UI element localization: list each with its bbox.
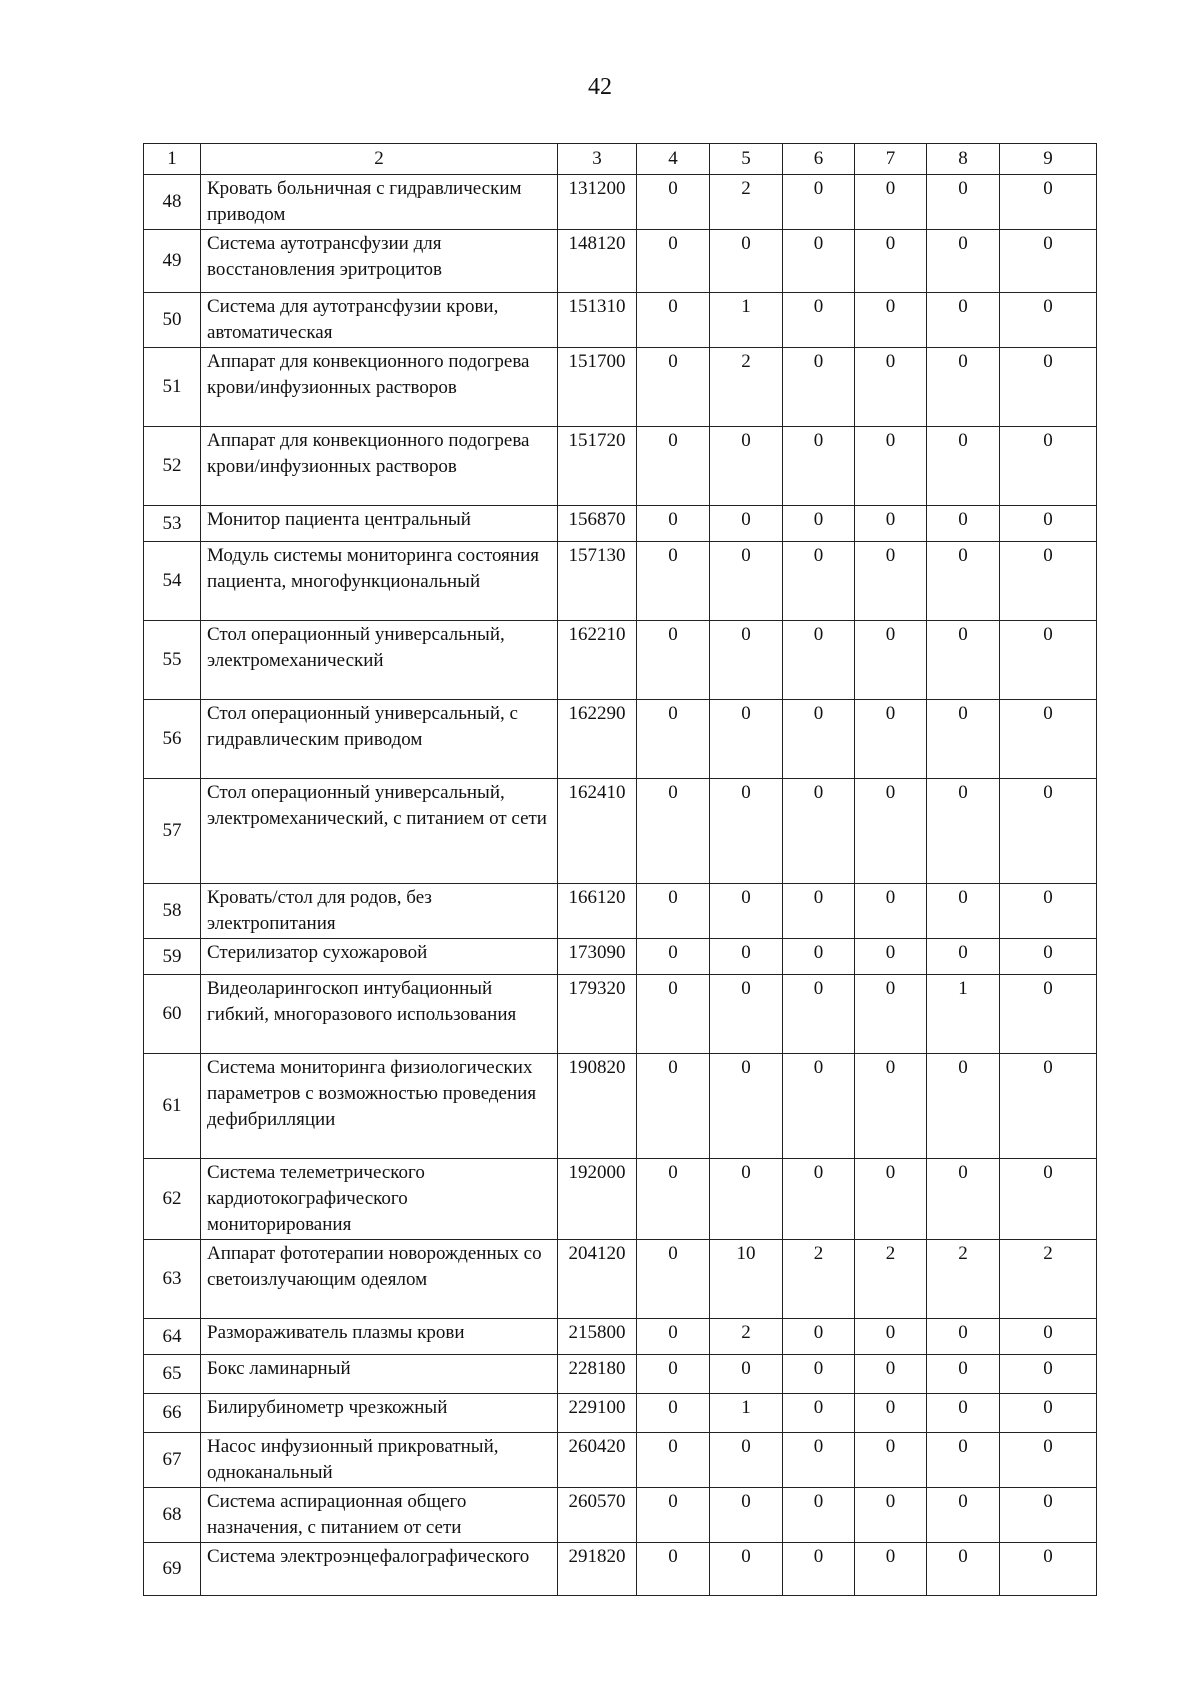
value-cell: 0 [855,779,927,884]
value-cell: 0 [855,506,927,542]
value-cell: 0 [1000,1488,1097,1543]
value-cell: 0 [637,1319,710,1355]
table-row [144,1394,1097,1433]
value-cell: 0 [1000,293,1097,348]
value-cell: 0 [927,1543,1000,1596]
row-number: 64 [144,1319,201,1355]
equipment-name: Система электроэнцефалографического [201,1543,558,1596]
value-cell: 0 [637,506,710,542]
value-cell: 0 [710,975,783,1054]
row-number: 62 [144,1159,201,1240]
equipment-code: 173090 [558,939,637,975]
value-cell: 0 [710,230,783,293]
row-number: 68 [144,1488,201,1543]
value-cell: 0 [710,884,783,939]
value-cell: 10 [710,1240,783,1319]
equipment-code: 228180 [558,1355,637,1394]
row-number: 50 [144,293,201,348]
equipment-name: Монитор пациента центральный [201,506,558,542]
equipment-name: Стерилизатор сухожаровой [201,939,558,975]
value-cell: 1 [927,975,1000,1054]
value-cell: 0 [783,1054,855,1159]
equipment-code: 229100 [558,1394,637,1433]
value-cell: 0 [1000,975,1097,1054]
value-cell: 0 [637,975,710,1054]
equipment-name: Видеоларингоскоп интубационный гибкий, многоразового использования [201,975,558,1054]
value-cell: 2 [710,1319,783,1355]
value-cell: 0 [783,293,855,348]
row-number: 51 [144,348,201,427]
equipment-code: 148120 [558,230,637,293]
value-cell: 0 [1000,175,1097,230]
table-row [144,230,1097,293]
value-cell: 0 [855,1543,927,1596]
value-cell: 0 [710,621,783,700]
row-number: 57 [144,779,201,884]
value-cell: 0 [927,1433,1000,1488]
value-cell: 0 [637,1488,710,1543]
value-cell: 0 [637,700,710,779]
value-cell: 0 [783,1159,855,1240]
equipment-code: 162290 [558,700,637,779]
value-cell: 0 [710,1543,783,1596]
value-cell: 0 [710,427,783,506]
page-number: 42 [588,74,612,100]
equipment-code: 291820 [558,1543,637,1596]
value-cell: 0 [637,1433,710,1488]
value-cell: 0 [637,939,710,975]
equipment-name: Размораживатель плазмы крови [201,1319,558,1355]
table-row [144,175,1097,230]
value-cell: 0 [710,542,783,621]
value-cell: 0 [637,1240,710,1319]
value-cell: 0 [710,1159,783,1240]
value-cell: 0 [1000,230,1097,293]
value-cell: 0 [855,1159,927,1240]
equipment-name: Модуль системы мониторинга состояния пациента, многофункциональный [201,542,558,621]
value-cell: 0 [783,348,855,427]
value-cell: 0 [783,884,855,939]
equipment-name: Система для аутотрансфузии крови, автоматическая [201,293,558,348]
value-cell: 0 [927,779,1000,884]
table-row [144,427,1097,506]
value-cell: 0 [710,1355,783,1394]
row-number: 56 [144,700,201,779]
value-cell: 0 [855,1394,927,1433]
value-cell: 0 [637,427,710,506]
equipment-code: 179320 [558,975,637,1054]
value-cell: 0 [637,1159,710,1240]
header-cell: 1 [144,144,201,175]
row-number: 49 [144,230,201,293]
value-cell: 0 [927,939,1000,975]
value-cell: 0 [1000,939,1097,975]
value-cell: 0 [637,1355,710,1394]
value-cell: 0 [855,1054,927,1159]
value-cell: 0 [1000,1159,1097,1240]
value-cell: 0 [637,542,710,621]
table-row [144,1054,1097,1159]
equipment-name: Билирубинометр чрезкожный [201,1394,558,1433]
equipment-name: Аппарат для конвекционного подогрева крови/инфузионных растворов [201,348,558,427]
value-cell: 0 [855,975,927,1054]
row-number: 66 [144,1394,201,1433]
value-cell: 1 [710,293,783,348]
table-row [144,1543,1097,1596]
value-cell: 0 [855,1488,927,1543]
header-cell: 5 [710,144,783,175]
equipment-code: 190820 [558,1054,637,1159]
value-cell: 0 [637,1543,710,1596]
value-cell: 0 [855,175,927,230]
row-number: 63 [144,1240,201,1319]
row-number: 54 [144,542,201,621]
table-row [144,975,1097,1054]
value-cell: 0 [783,230,855,293]
value-cell: 2 [710,348,783,427]
table-row [144,1355,1097,1394]
table-row [144,779,1097,884]
row-number: 48 [144,175,201,230]
row-number: 53 [144,506,201,542]
value-cell: 1 [710,1394,783,1433]
equipment-name: Система телеметрического кардиотокографического мониторирования [201,1159,558,1240]
value-cell: 0 [1000,1543,1097,1596]
value-cell: 0 [1000,1054,1097,1159]
value-cell: 0 [1000,427,1097,506]
value-cell: 0 [783,700,855,779]
value-cell: 0 [710,506,783,542]
value-cell: 0 [855,939,927,975]
value-cell: 0 [855,293,927,348]
value-cell: 0 [855,230,927,293]
equipment-name: Аппарат фототерапии новорожденных со светоизлучающим одеялом [201,1240,558,1319]
value-cell: 0 [927,348,1000,427]
row-number: 61 [144,1054,201,1159]
value-cell: 0 [927,293,1000,348]
equipment-name: Система аутотрансфузии для восстановления эритроцитов [201,230,558,293]
value-cell: 2 [710,175,783,230]
equipment-name: Система мониторинга физиологических параметров с возможностью проведения дефибрилляции [201,1054,558,1159]
value-cell: 0 [783,779,855,884]
value-cell: 0 [855,348,927,427]
table-row [144,1488,1097,1543]
value-cell: 0 [927,427,1000,506]
table-row [144,884,1097,939]
value-cell: 0 [637,621,710,700]
value-cell: 0 [783,506,855,542]
value-cell: 0 [1000,1394,1097,1433]
value-cell: 0 [855,542,927,621]
row-number: 55 [144,621,201,700]
equipment-code: 204120 [558,1240,637,1319]
table-row [144,1433,1097,1488]
value-cell: 0 [637,175,710,230]
value-cell: 0 [783,1433,855,1488]
table-row [144,939,1097,975]
table-row [144,293,1097,348]
value-cell: 0 [783,1543,855,1596]
table-row [144,621,1097,700]
row-number: 65 [144,1355,201,1394]
equipment-table [143,143,1097,1596]
value-cell: 0 [927,1355,1000,1394]
value-cell: 0 [637,348,710,427]
equipment-code: 215800 [558,1319,637,1355]
value-cell: 0 [710,1054,783,1159]
value-cell: 0 [1000,1355,1097,1394]
value-cell: 0 [710,779,783,884]
header-cell: 7 [855,144,927,175]
header-cell: 2 [201,144,558,175]
equipment-name: Насос инфузионный прикроватный, одноканальный [201,1433,558,1488]
value-cell: 0 [1000,779,1097,884]
value-cell: 0 [783,1355,855,1394]
row-number: 67 [144,1433,201,1488]
table-row [144,1319,1097,1355]
header-row [144,144,1097,175]
equipment-code: 260420 [558,1433,637,1488]
value-cell: 0 [637,884,710,939]
value-cell: 0 [1000,1319,1097,1355]
value-cell: 0 [783,939,855,975]
value-cell: 0 [855,621,927,700]
table-row [144,542,1097,621]
value-cell: 0 [855,1433,927,1488]
value-cell: 0 [855,1355,927,1394]
value-cell: 0 [637,1394,710,1433]
table-row [144,1159,1097,1240]
value-cell: 0 [1000,884,1097,939]
value-cell: 0 [855,427,927,506]
row-number: 60 [144,975,201,1054]
value-cell: 0 [783,175,855,230]
equipment-code: 151310 [558,293,637,348]
table-row [144,1240,1097,1319]
value-cell: 0 [783,542,855,621]
value-cell: 0 [637,293,710,348]
header-cell: 9 [1000,144,1097,175]
equipment-name: Стол операционный универсальный, электромеханический [201,621,558,700]
value-cell: 0 [927,542,1000,621]
value-cell: 0 [927,175,1000,230]
equipment-code: 162210 [558,621,637,700]
value-cell: 2 [927,1240,1000,1319]
equipment-name: Стол операционный универсальный, с гидравлическим приводом [201,700,558,779]
value-cell: 0 [783,427,855,506]
value-cell: 0 [710,700,783,779]
value-cell: 0 [927,506,1000,542]
table-row [144,700,1097,779]
table-row [144,506,1097,542]
equipment-name: Стол операционный универсальный, электромеханический, с питанием от сети [201,779,558,884]
equipment-code: 151720 [558,427,637,506]
equipment-code: 192000 [558,1159,637,1240]
table-row [144,348,1097,427]
value-cell: 0 [927,1488,1000,1543]
value-cell: 0 [1000,700,1097,779]
equipment-code: 151700 [558,348,637,427]
value-cell: 0 [637,1054,710,1159]
value-cell: 0 [927,1054,1000,1159]
value-cell: 0 [710,939,783,975]
equipment-code: 260570 [558,1488,637,1543]
equipment-code: 157130 [558,542,637,621]
value-cell: 0 [1000,348,1097,427]
value-cell: 2 [855,1240,927,1319]
value-cell: 0 [927,230,1000,293]
value-cell: 0 [637,230,710,293]
value-cell: 0 [855,1319,927,1355]
header-cell: 4 [637,144,710,175]
value-cell: 0 [783,1319,855,1355]
value-cell: 0 [927,700,1000,779]
value-cell: 2 [783,1240,855,1319]
value-cell: 2 [1000,1240,1097,1319]
value-cell: 0 [710,1488,783,1543]
value-cell: 0 [927,884,1000,939]
value-cell: 0 [710,1433,783,1488]
value-cell: 0 [783,621,855,700]
header-cell: 8 [927,144,1000,175]
row-number: 52 [144,427,201,506]
value-cell: 0 [927,1159,1000,1240]
row-number: 59 [144,939,201,975]
equipment-code: 162410 [558,779,637,884]
value-cell: 0 [927,1319,1000,1355]
value-cell: 0 [1000,542,1097,621]
value-cell: 0 [855,884,927,939]
value-cell: 0 [1000,506,1097,542]
value-cell: 0 [783,1394,855,1433]
row-number: 69 [144,1543,201,1596]
value-cell: 0 [927,621,1000,700]
equipment-code: 166120 [558,884,637,939]
value-cell: 0 [855,700,927,779]
equipment-name: Кровать больничная с гидравлическим приводом [201,175,558,230]
value-cell: 0 [1000,621,1097,700]
value-cell: 0 [1000,1433,1097,1488]
equipment-name: Кровать/стол для родов, без электропитания [201,884,558,939]
value-cell: 0 [783,1488,855,1543]
equipment-code: 131200 [558,175,637,230]
equipment-code: 156870 [558,506,637,542]
equipment-name: Бокс ламинарный [201,1355,558,1394]
value-cell: 0 [783,975,855,1054]
equipment-name: Система аспирационная общего назначения, с питанием от сети [201,1488,558,1543]
equipment-name: Аппарат для конвекционного подогрева крови/инфузионных растворов [201,427,558,506]
value-cell: 0 [637,779,710,884]
header-cell: 6 [783,144,855,175]
row-number: 58 [144,884,201,939]
value-cell: 0 [927,1394,1000,1433]
header-cell: 3 [558,144,637,175]
